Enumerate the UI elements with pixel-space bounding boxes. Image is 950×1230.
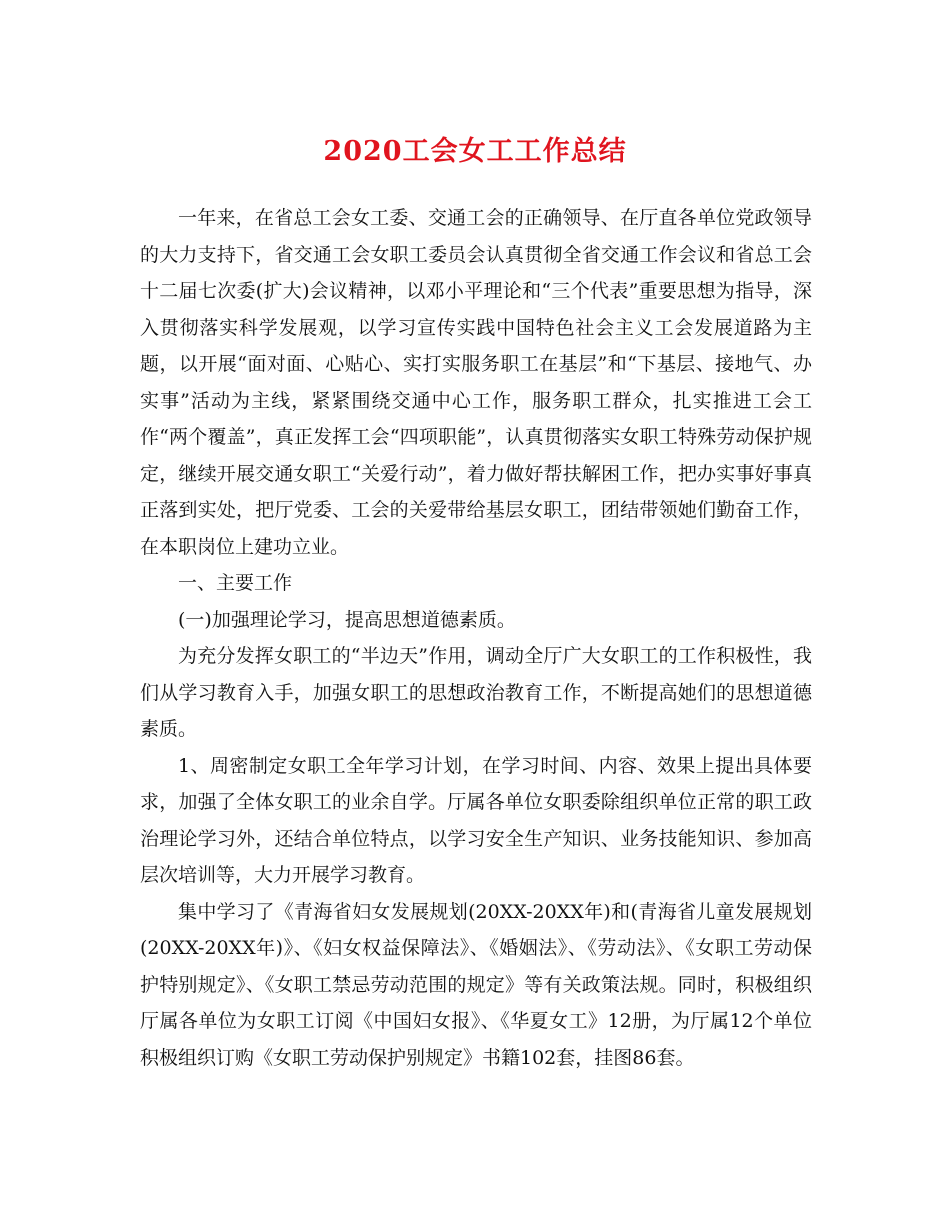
paragraph-regulations: 集中学习了《青海省妇女发展规划(20XX-20XX年)和(青海省儿童发展规划(20XX-20XX年)》、《妇女权益保障法》、《婚姻法》、《劳动法》、《女职工劳动保护特别规定》、《女职工禁忌劳动范围的规定》等有关政策法规。同时，积极组织厅属各单位为女职工订阅《中国妇女报》、《华夏女工》12册，为厅属12个单位积极组织订购《女职工劳动保护别规定》书籍102套，挂图86套。 bbox=[140, 900, 812, 1069]
document-body bbox=[140, 200, 812, 1076]
paragraph-study-plan: 1、周密制定女职工全年学习计划，在学习时间、内容、效果上提出具体要求，加强了全体女职工的业余自学。厅属各单位女职委除组织单位正常的职工政治理论学习外，还结合单位特点，以学习安全生产知识、业务技能知识、参加高层次培训等，大力开展学习教育。 bbox=[140, 754, 812, 886]
subsection-heading-theory-study: (一)加强理论学习，提高思想道德素质。 bbox=[178, 608, 516, 631]
paragraph-half-sky: 为充分发挥女职工的“半边天”作用，调动全厅广大女职工的工作积极性，我们从学习教育入手，加强女职工的思想政治教育工作，不断提高她们的思想道德素质。 bbox=[140, 645, 812, 740]
section-heading-main-work: 一、主要工作 bbox=[178, 572, 293, 594]
paragraph-intro: 一年来，在省总工会女工委、交通工会的正确领导、在厅直各单位党政领导的大力支持下，省交通工会女职工委员会认真贯彻全省交通工作会议和省总工会十二届七次委(扩大)会议精神，以邓小平理论和“三个代表”重要思想为指导，深入贯彻落实科学发展观，以学习宣传实践中国特色社会主义工会发展道路为主题，以开展“面对面、心贴心、实打实服务职工在基层”和“下基层、接地气、办实事”活动为主线，紧紧围绕交通中心工作，服务职工群众，扎实推进工会工作“两个覆盖”，真正发挥工会“四项职能”，认真贯彻落实女职工特殊劳动保护规定，继续开展交通女职工“关爱行动”，着力做好帮扶解困工作，把办实事好事真正落到实处，把厅党委、工会的关爱带给基层女职工，团结带领她们勤奋工作，在本职岗位上建功立业。 bbox=[140, 207, 812, 558]
document-title: 2020工会女工工作总结 bbox=[323, 136, 627, 167]
